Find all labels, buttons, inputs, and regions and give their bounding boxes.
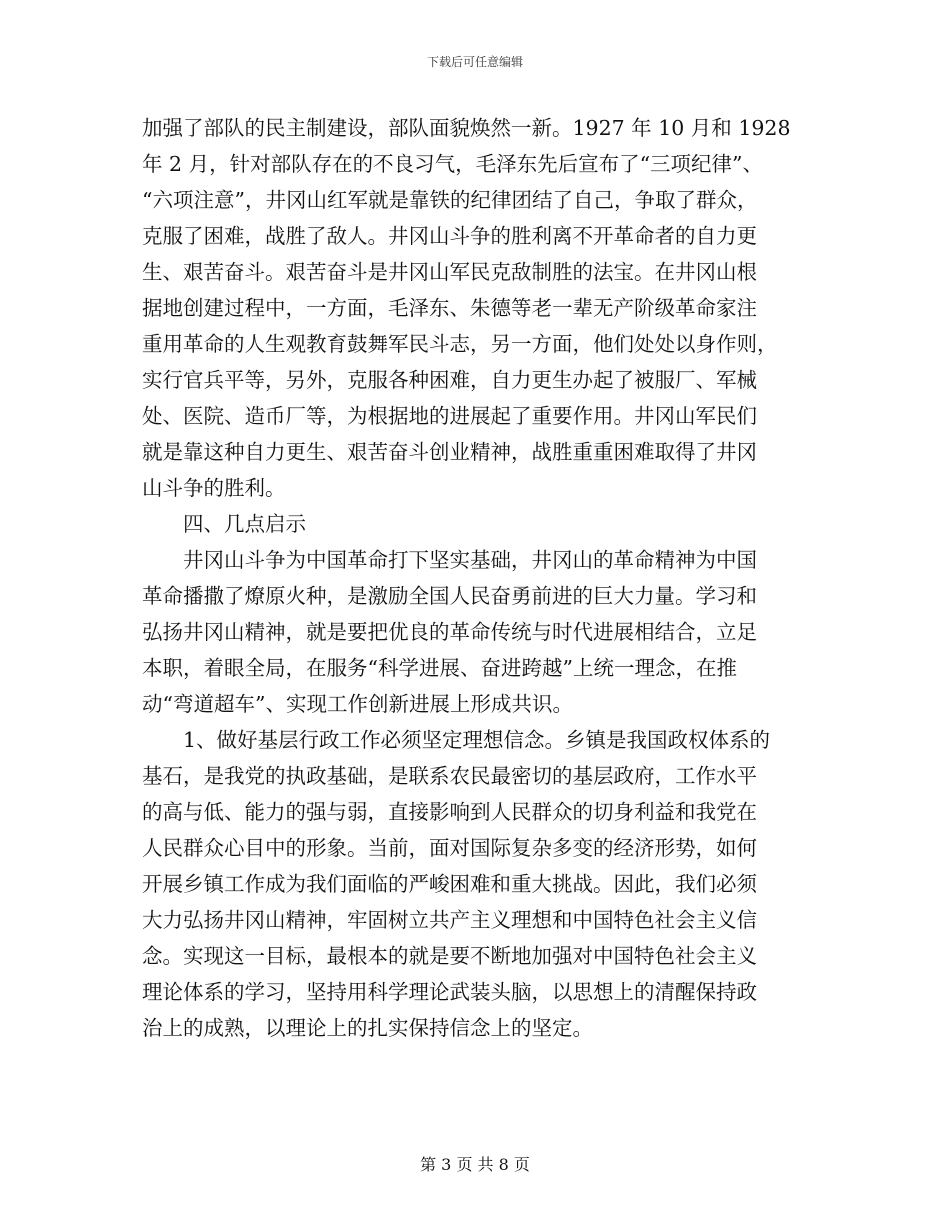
text-line: 井冈山斗争为中国革命打下坚实基础，井冈山的革命精神为中国 <box>183 548 757 572</box>
document-body <box>142 110 810 1046</box>
text-line: 1、做好基层行政工作必须坚定理想信念。乡镇是我国政权体系的 <box>183 728 771 752</box>
text-line: 弘扬井冈山精神，就是要把优良的革命传统与时代进展相结合，立足 <box>142 620 757 644</box>
text-line: 生、艰苦奋斗。艰苦奋斗是井冈山军民克敌制胜的法宝。在井冈山根 <box>142 260 757 284</box>
text-line: 革命播撒了燎原火种，是激励全国人民奋勇前进的巨大力量。学习和 <box>142 584 757 608</box>
section-heading: 四、几点启示 <box>183 512 306 536</box>
text-line: 加强了部队的民主制建设，部队面貌焕然一新。1927 年 10 月和 1928 <box>142 116 791 140</box>
text-line: 基石，是我党的执政基础，是联系农民最密切的基层政府，工作水平 <box>142 764 757 788</box>
text-line: 处、医院、造币厂等，为根据地的进展起了重要作用。井冈山军民们 <box>142 404 757 428</box>
text-line: 大力弘扬井冈山精神，牢固树立共产主义理想和中国特色社会主义信 <box>142 908 757 932</box>
text-line: 据地创建过程中，一方面，毛泽东、朱德等老一辈无产阶级革命家注 <box>142 296 757 320</box>
text-line: 就是靠这种自力更生、艰苦奋斗创业精神，战胜重重困难取得了井冈 <box>142 440 757 464</box>
text-line: 重用革命的人生观教育鼓舞军民斗志，另一方面，他们处处以身作则， <box>142 332 778 356</box>
text-line: 开展乡镇工作成为我们面临的严峻困难和重大挑战。因此，我们必须 <box>142 872 757 896</box>
page-header: 下载后可任意编辑 <box>426 55 523 69</box>
text-line: 人民群众心目中的形象。当前，面对国际复杂多变的经济形势，如何 <box>142 836 757 860</box>
text-line: 克服了困难，战胜了敌人。井冈山斗争的胜利离不开革命者的自力更 <box>142 224 757 248</box>
text-line: 治上的成熟，以理论上的扎实保持信念上的坚定。 <box>142 1016 593 1040</box>
text-line: 动“弯道超车”、实现工作创新进展上形成共识。 <box>142 692 573 716</box>
text-line: 的高与低、能力的强与弱，直接影响到人民群众的切身利益和我党在 <box>142 800 757 824</box>
text-line: 年 2 月，针对部队存在的不良习气，毛泽东先后宣布了“三项纪律”、 <box>142 152 764 176</box>
text-line: 本职，着眼全局，在服务“科学进展、奋进跨越”上统一理念，在推 <box>142 656 737 680</box>
text-line: 念。实现这一目标，最根本的就是要不断地加强对中国特色社会主义 <box>142 944 757 968</box>
text-line: 实行官兵平等，另外，克服各种困难，自力更生办起了被服厂、军械 <box>142 368 757 392</box>
text-line: 山斗争的胜利。 <box>142 476 286 500</box>
text-line: “六项注意”，井冈山红军就是靠铁的纪律团结了自己，争取了群众， <box>142 188 758 212</box>
text-line: 理论体系的学习，坚持用科学理论武装头脑，以思想上的清醒保持政 <box>142 980 757 1004</box>
page-number: 第 3 页 共 8 页 <box>420 1155 530 1174</box>
